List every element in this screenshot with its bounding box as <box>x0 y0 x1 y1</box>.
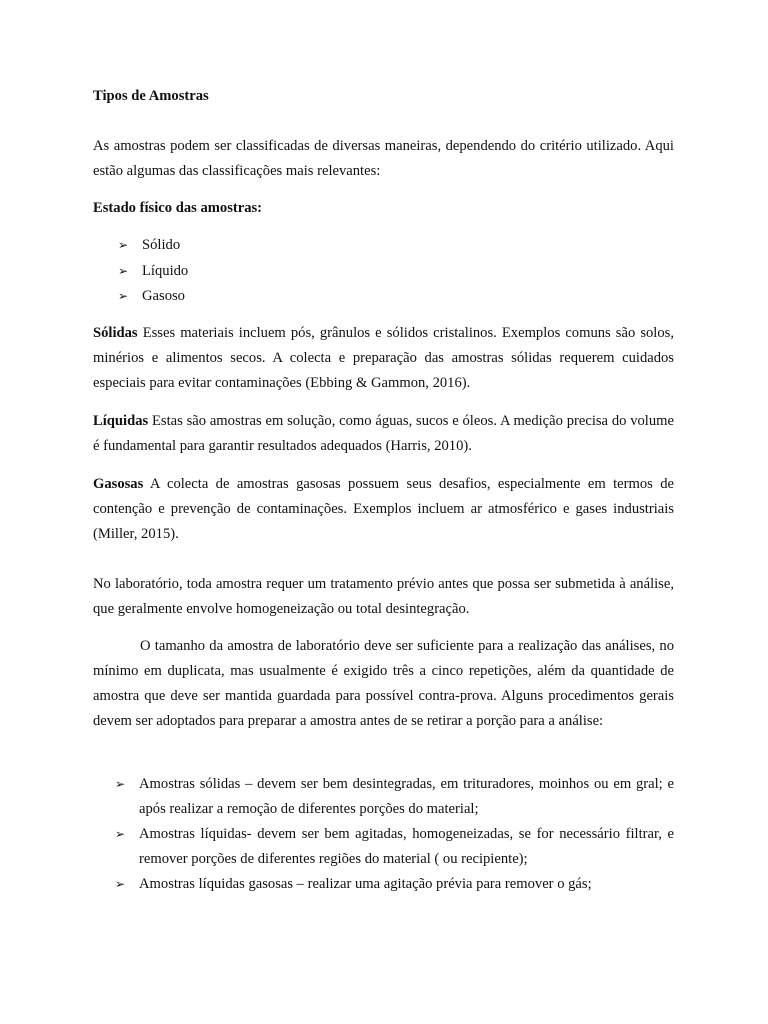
arrow-bullet-icon: ➢ <box>115 777 126 791</box>
list-item: ➢ Amostras sólidas – devem ser bem desintegradas, em trituradores, moinhos ou em gral; e após realizar a remoção de diferentes porções do material; <box>115 772 674 822</box>
document-title: Tipos de Amostras <box>93 88 209 104</box>
arrow-bullet-icon: ➢ <box>115 827 126 841</box>
list-item: ➢ Sólido <box>118 233 188 259</box>
estado-list <box>118 233 188 310</box>
list-item: ➢ Gasoso <box>118 284 188 310</box>
liquidas-paragraph: Líquidas Estas são amostras em solução, como águas, sucos e óleos. A medição precisa do volume é fundamental para garantir resultados adequados (Harris, 2010). <box>93 413 674 454</box>
solidas-label: Sólidas <box>93 325 138 341</box>
arrow-bullet-icon: ➢ <box>118 238 129 252</box>
gasosas-label: Gasosas <box>93 476 144 492</box>
arrow-bullet-icon: ➢ <box>118 289 129 303</box>
liquidas-label: Líquidas <box>93 413 149 429</box>
intro-paragraph: As amostras podem ser classificadas de diversas maneiras, dependendo do critério utilizado. Aqui estão algumas das classificações mais relevantes: <box>93 138 674 179</box>
list-item: ➢ Amostras líquidas- devem ser bem agitadas, homogeneizadas, se for necessário filtrar, e remover porções de diferentes regiões do material ( ou recipiente); <box>115 822 674 872</box>
tamanho-paragraph: O tamanho da amostra de laboratório deve ser suficiente para a realização das análises, no mínimo em duplicata, mas usualmente é exigido três a cinco repetições, além da quantidade de amostra que deve ser mantida guardada para possível contra-prova. Alguns procedimentos gerais devem ser adoptados para preparar a amostra antes de se retirar a porção para a análise: <box>93 638 674 729</box>
gasosas-paragraph: Gasosas A colecta de amostras gasosas possuem seus desafios, especialmente em termos de contenção e prevenção de contaminações. Exemplos incluem ar atmosférico e gases industriais (Miller, 2015). <box>93 476 674 542</box>
solidas-paragraph: Sólidas Esses materiais incluem pós, grânulos e sólidos cristalinos. Exemplos comuns são solos, minérios e alimentos secos. A colecta e preparação das amostras sólidas requerem cuidados especiais para evitar contaminações (Ebbing & Gammon, 2016). <box>93 325 674 391</box>
estado-heading: Estado físico das amostras: <box>93 200 263 216</box>
list-item: ➢ Líquido <box>118 259 188 285</box>
arrow-bullet-icon: ➢ <box>118 263 129 278</box>
procedimentos-list <box>115 772 674 897</box>
laboratorio-paragraph: No laboratório, toda amostra requer um tratamento prévio antes que possa ser submetida à análise, que geralmente envolve homogeneização ou total desintegração. <box>93 576 674 617</box>
arrow-bullet-icon: ➢ <box>115 877 126 891</box>
list-item: ➢ Amostras líquidas gasosas – realizar uma agitação prévia para remover o gás; <box>115 872 674 897</box>
